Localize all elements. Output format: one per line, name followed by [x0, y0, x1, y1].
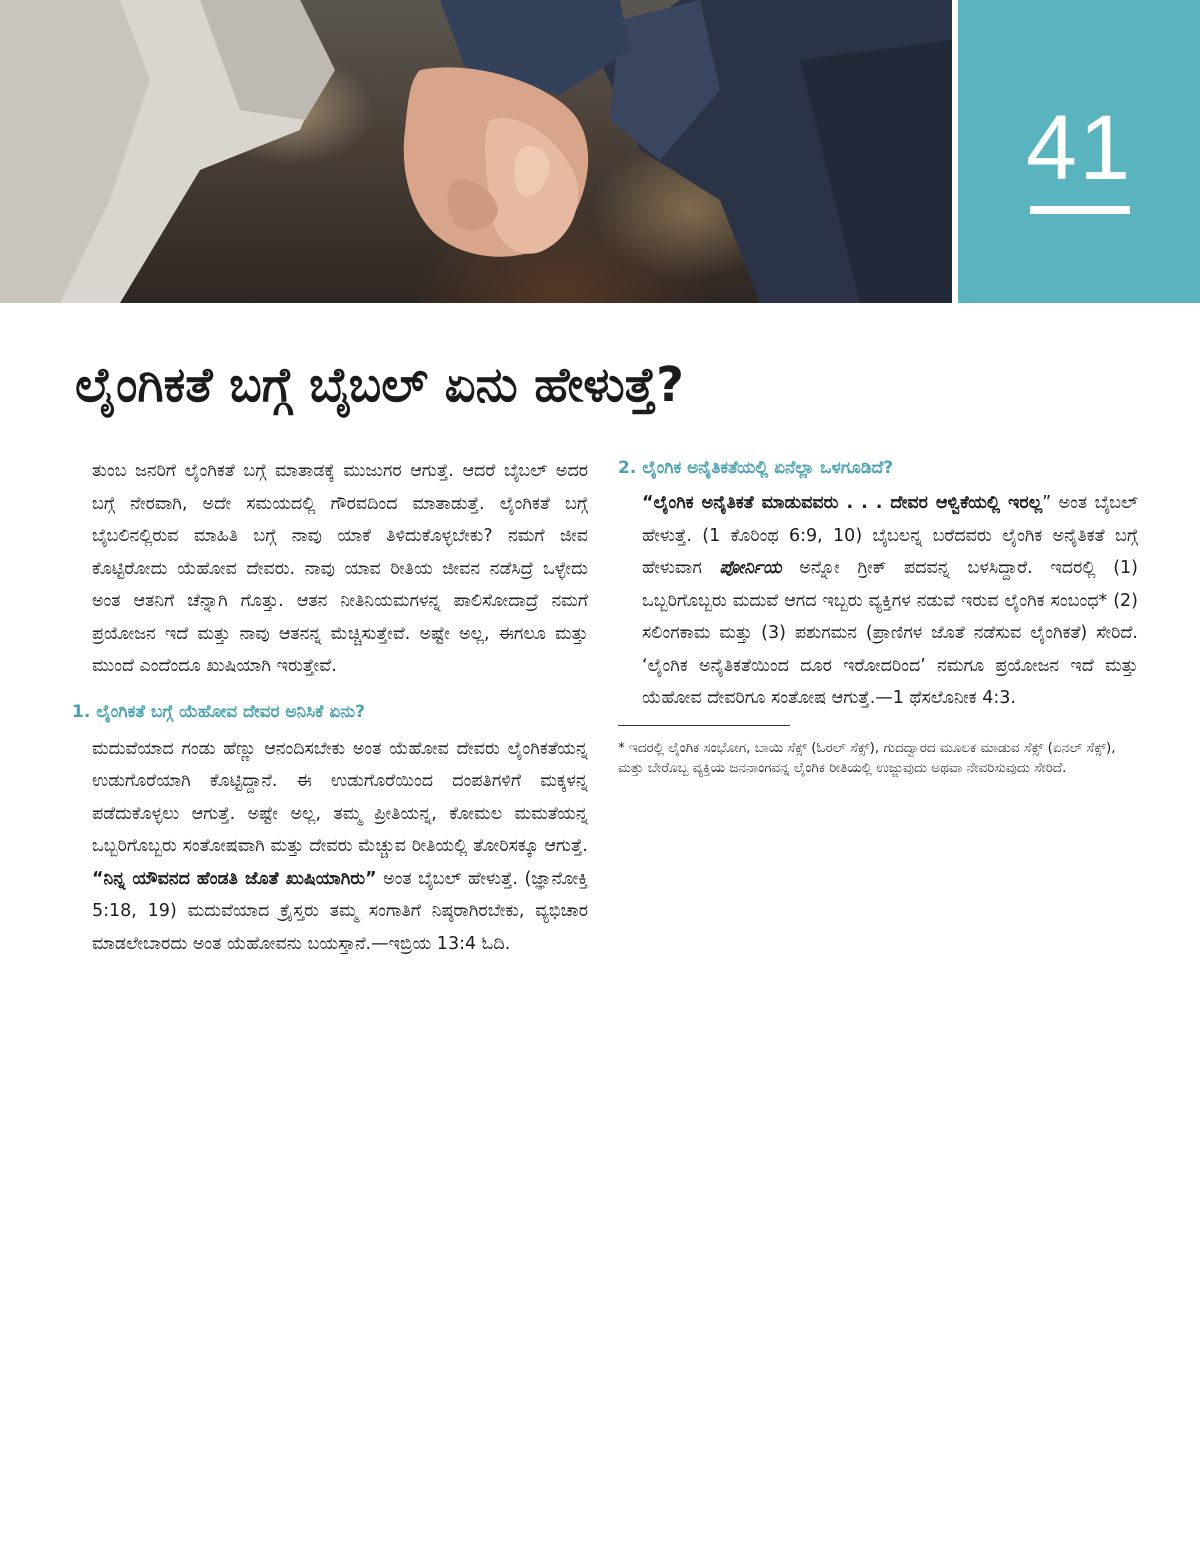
right-column — [618, 453, 1138, 778]
chapter-number: 41 — [1025, 97, 1133, 199]
footnote: * ಇದರಲ್ಲಿ ಲೈಂಗಿಕ ಸಂಭೋಗ, ಬಾಯಿ ಸೆಕ್ಸ್ (ಓರಲ್ ಸೆಕ್ಸ್), ಗುದದ್ವಾರದ ಮೂಲಕ ಮಾಡುವ ಸೆಕ್ಸ್ (ಏನಲ್ ಸೆಕ್ಸ್), ಮತ್ತು ಬೇರೊಬ್ಬ ವ್ಯಕ್ತಿಯ ಜನನಾಂಗವನ್ನ ಲೈಂಗಿಕ ರೀತಿಯಲ್ಲಿ ಉಜ್ಜುವುದು ಅಥವಾ ನೇವರಿಸುವುದು ಸೇರಿದೆ. — [618, 739, 1116, 776]
q1-text-b: ಅಂತ ಬೈಬಲ್ ಹೇಳುತ್ತೆ. (ಜ್ಞಾನೋಕ್ತಿ 5:18, 19) ಮದುವೆಯಾದ ಕ್ರೈಸ್ತರು ತಮ್ಮ ಸಂಗಾತಿಗೆ ನಿಷ್ಠರಾಗಿರಬೇಕು, ವ್ಯಭಿಚಾರ ಮಾಡಲೇಬಾರದು ಅಂತ ಯೆಹೋವನು ಬಯಸ್ತಾನೆ.—ಇಬ್ರಿಯ 13:4 ಓದಿ. — [92, 868, 588, 954]
q2-text-c: (2) ಸಲಿಂಗಕಾಮ ಮತ್ತು (3) ಪಶುಗಮನ (ಪ್ರಾಣಿಗಳ ಜೊತೆ ನಡೆಸುವ ಲೈಂಗಿಕತೆ) ಸೇರಿದೆ. ‘ಲೈಂಗಿಕ ಅನೈತಿಕತೆಯಿಂದ ದೂರ ಇರೋದರಿಂದ’ ನಮಗೂ ಪ್ರಯೋಜನ ಇದೆ ಮತ್ತು ಯೆಹೋವ ದೇವರಿಗೂ ಸಂತೋಷ ಆಗುತ್ತೆ.—1 ಥೆಸಲೊನೀಕ 4:3. — [642, 590, 1138, 708]
question-1-heading: 1. ಲೈಂಗಿಕತೆ ಬಗ್ಗೆ ಯೆಹೋವ ದೇವರ ಅನಿಸಿಕೆ ಏನು? — [72, 701, 366, 722]
question-1-paragraph — [92, 733, 588, 961]
intro-paragraph: ತುಂಬ ಜನರಿಗೆ ಲೈಂಗಿಕತೆ ಬಗ್ಗೆ ಮಾತಾಡಕ್ಕೆ ಮುಜುಗರ ಆಗುತ್ತೆ. ಆದರೆ ಬೈಬಲ್ ಅದರ ಬಗ್ಗೆ ನೇರವಾಗಿ, ಅದೇ ಸಮಯದಲ್ಲಿ ಗೌರವದಿಂದ ಮಾತಾಡುತ್ತೆ. ಲೈಂಗಿಕತೆ ಬಗ್ಗೆ ಬೈಬಲಿನಲ್ಲಿರುವ ಮಾಹಿತಿ ಬಗ್ಗೆ ನಾವು ಯಾಕೆ ತಿಳಿದುಕೊಳ್ಳಬೇಕು? ನಮಗೆ ಜೀವ ಕೊಟ್ಟಿರೋದು ಯೆಹೋವ ದೇವರು. ನಾವು ಯಾವ ರೀತಿಯ ಜೀವನ ನಡೆಸಿದ್ರೆ ಒಳ್ಳೇದು ಅಂತ ಆತನಿಗೆ ಚೆನ್ನಾಗಿ ಗೊತ್ತು. ಆತನ ನೀತಿನಿಯಮಗಳನ್ನ ಪಾಲಿಸೋದಾದ್ರೆ ನಮಗೆ ಪ್ರಯೋಜನ ಇದೆ ಮತ್ತು ನಾವು ಆತನನ್ನ ಮೆಚ್ಚಿಸುತ್ತೇವೆ. ಅಷ್ಟೇ ಅಲ್ಲ, ಈಗಲೂ ಮತ್ತು ಮುಂದೆ ಎಂದೆಂದೂ ಖುಷಿಯಾಗಿ ಇರುತ್ತೇವೆ. — [92, 461, 588, 676]
page-title: ಲೈಂಗಿಕತೆ ಬಗ್ಗೆ ಬೈಬಲ್ ಏನು ಹೇಳುತ್ತೆ? — [75, 357, 684, 413]
q1-scripture-quote: “ನಿನ್ನ ಯೌವನದ ಹೆಂಡತಿ ಜೊತೆ ಖುಷಿಯಾಗಿರು” — [92, 868, 377, 889]
q1-text-a: ಮದುವೆಯಾದ ಗಂಡು ಹೆಣ್ಣು ಆನಂದಿಸಬೇಕು ಅಂತ ಯೆಹೋವ ದೇವರು ಲೈಂಗಿಕತೆಯನ್ನ ಉಡುಗೊರೆಯಾಗಿ ಕೊಟ್ಟಿದ್ದಾನೆ. ಈ ಉಡುಗೊರೆಯಿಂದ ದಂಪತಿಗಳಿಗೆ ಮಕ್ಕಳನ್ನ ಪಡೆದುಕೊಳ್ಳಲು ಆಗುತ್ತೆ. ಅಷ್ಟೇ ಅಲ್ಲ, ತಮ್ಮ ಪ್ರೀತಿಯನ್ನ, ಕೋಮಲ ಮಮತೆಯನ್ನ ಒಬ್ಬರಿಗೊಬ್ಬರು ಸಂತೋಷವಾಗಿ ಮತ್ತು ದೇವರು ಮೆಚ್ಚುವ ರೀತಿಯಲ್ಲಿ ತೋರಿಸಕ್ಕೂ ಆಗುತ್ತೆ. — [92, 738, 588, 856]
holding-hands-illustration — [0, 0, 952, 303]
greek-term: ಪೋರ್ನಿಯ — [719, 558, 782, 578]
question-2-paragraph — [618, 487, 1138, 715]
chapter-underline — [1030, 206, 1130, 214]
footnote-divider — [618, 725, 790, 726]
question-2-heading: 2. ಲೈಂಗಿಕ ಅನೈತಿಕತೆಯಲ್ಲಿ ಏನೆಲ್ಲಾ ಒಳಗೂಡಿದೆ? — [618, 458, 894, 478]
hero-photo — [0, 0, 952, 303]
footnote-marker[interactable]: * — [1098, 590, 1108, 611]
q2-scripture-quote: “ಲೈಂಗಿಕ ಅನೈತಿಕತೆ ಮಾಡುವವರು . . . ದೇವರ ಆಳ್ವಿಕೆಯಲ್ಲಿ ಇರಲ್ಲ — [642, 493, 1043, 513]
q2-text-a: ” ಅಂತ ಬೈಬಲ್ ಹೇಳುತ್ತೆ. (1 ಕೊರಿಂಥ 6:9, 10) ಬೈಬಲನ್ನ ಬರೆದವರು ಲೈಂಗಿಕ ಅನೈತಿಕತೆ ಬಗ್ಗೆ ಹೇಳುವಾಗ — [642, 493, 1138, 578]
q2-text-b: ಅನ್ನೋ ಗ್ರೀಕ್ ಪದವನ್ನ ಬಳಸಿದ್ದಾರೆ. ಇದರಲ್ಲಿ (1) ಒಬ್ಬರಿಗೊಬ್ಬರು ಮದುವೆ ಆಗದ ಇಬ್ಬರು ವ್ಯಕ್ತಿಗಳ ನಡುವೆ ಇರುವ ಲೈಂಗಿಕ ಸಂಬಂಧ — [642, 558, 1139, 611]
chapter-badge — [958, 0, 1200, 303]
left-column — [72, 455, 588, 960]
